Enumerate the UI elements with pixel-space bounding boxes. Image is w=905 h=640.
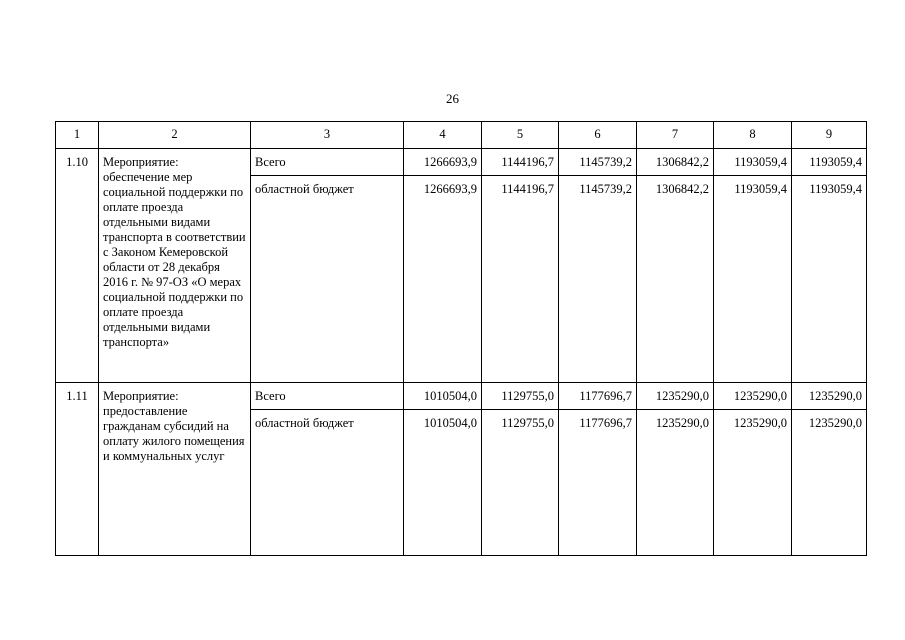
- value-cell: 1266693,9: [404, 149, 482, 176]
- header-cell: 2: [99, 122, 251, 149]
- header-cell: 5: [482, 122, 559, 149]
- value-cell: 1193059,4: [714, 149, 792, 176]
- table-row: [56, 383, 867, 410]
- value-cell: 1145739,2: [559, 176, 637, 383]
- header-row: [56, 122, 867, 149]
- header-cell: 3: [251, 122, 404, 149]
- value-cell: 1144196,7: [482, 149, 559, 176]
- value-cell: 1235290,0: [714, 410, 792, 556]
- value-cell: 1235290,0: [792, 410, 867, 556]
- value-cell: 1129755,0: [482, 410, 559, 556]
- value-cell: 1235290,0: [792, 383, 867, 410]
- value-cell: 1306842,2: [637, 149, 714, 176]
- value-cell: 1177696,7: [559, 383, 637, 410]
- value-cell: 1010504,0: [404, 383, 482, 410]
- page-number: 26: [446, 91, 459, 106]
- value-cell: 1144196,7: [482, 176, 559, 383]
- funding-source: Всего: [251, 149, 404, 176]
- value-cell: 1193059,4: [714, 176, 792, 383]
- value-cell: 1306842,2: [637, 176, 714, 383]
- table-row: [56, 149, 867, 176]
- value-cell: 1010504,0: [404, 410, 482, 556]
- row-description: Мероприятие: предоставление гражданам субсидий на оплату жилого помещения и коммунальных услуг: [99, 383, 251, 556]
- value-cell: 1235290,0: [714, 383, 792, 410]
- value-cell: 1235290,0: [637, 410, 714, 556]
- header-cell: 6: [559, 122, 637, 149]
- row-description: Мероприятие: обеспечение мер социальной поддержки по оплате проезда отдельными видами транспорта в соответствии с Законом Кемеровской области от 28 декабря 2016 г. № 97-ОЗ «О мерах социальной поддержки по оплате проезда отдельными видами транспорта»: [99, 149, 251, 383]
- value-cell: 1145739,2: [559, 149, 637, 176]
- row-index: 1.11: [56, 383, 99, 556]
- header-cell: 9: [792, 122, 867, 149]
- funding-source: областной бюджет: [251, 410, 404, 556]
- row-index: 1.10: [56, 149, 99, 383]
- header-cell: 7: [637, 122, 714, 149]
- funding-source: областной бюджет: [251, 176, 404, 383]
- value-cell: 1235290,0: [637, 383, 714, 410]
- value-cell: 1193059,4: [792, 176, 867, 383]
- value-cell: 1129755,0: [482, 383, 559, 410]
- value-cell: 1193059,4: [792, 149, 867, 176]
- funding-source: Всего: [251, 383, 404, 410]
- header-cell: 4: [404, 122, 482, 149]
- header-cell: 8: [714, 122, 792, 149]
- value-cell: 1266693,9: [404, 176, 482, 383]
- value-cell: 1177696,7: [559, 410, 637, 556]
- header-cell: 1: [56, 122, 99, 149]
- program-table: [55, 121, 867, 556]
